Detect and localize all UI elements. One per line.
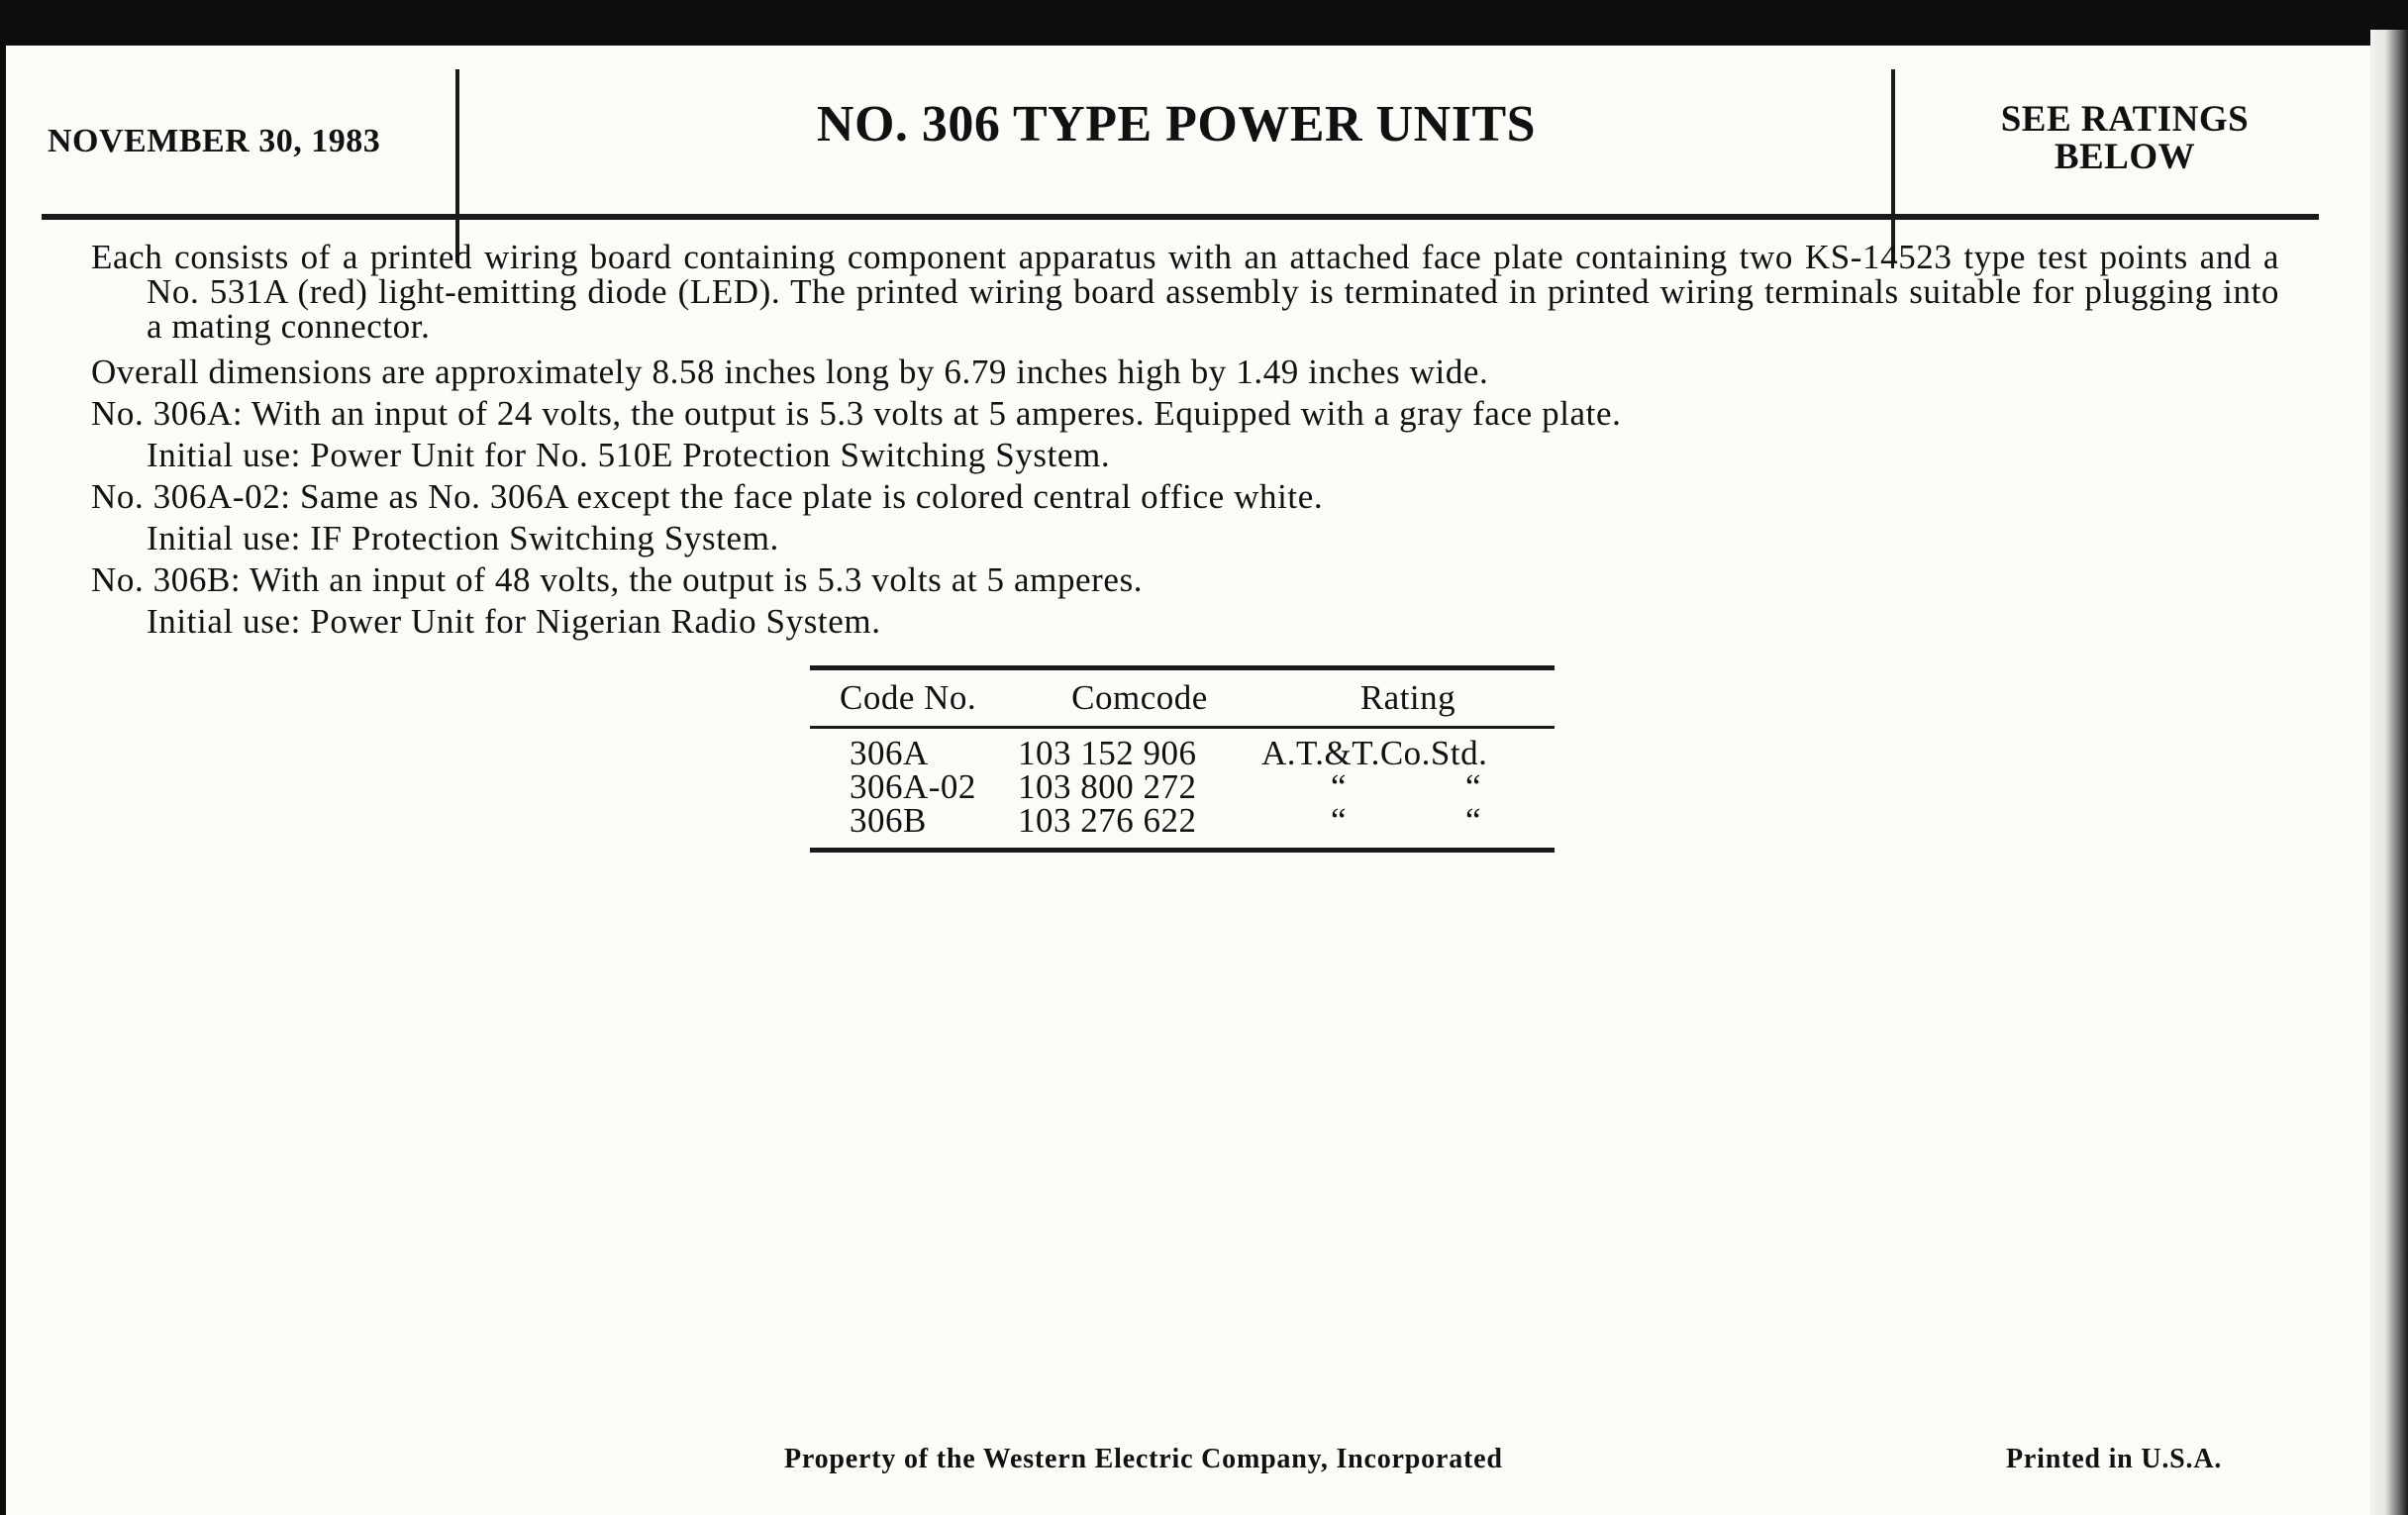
cell-comcode: 103 276 622	[1018, 801, 1197, 840]
cell-rating	[1261, 767, 1555, 806]
ditto-mark: “	[1464, 801, 1481, 840]
use-306a-02: Initial use: IF Protection Switching System.	[147, 519, 779, 557]
use-306b: Initial use: Power Unit for Nigerian Radio System.	[147, 602, 881, 641]
ditto-mark: “	[1464, 767, 1481, 806]
ditto-mark: “	[1331, 801, 1348, 840]
table-header-row	[810, 670, 1555, 726]
ratings-table	[810, 665, 1555, 853]
description-paragraph: Each consists of a printed wiring board containing component apparatus with an attached face plate containing two KS-14523 type test points and a No. 531A (red) light-emitting diode (LED). The printed wiring board assembly is terminated in printed wiring terminals suitable for plugging into a mating connector.	[91, 238, 2279, 346]
item-306b: No. 306B: With an input of 48 volts, the output is 5.3 volts at 5 amperes.	[91, 560, 1144, 599]
cell-code: 306A	[850, 734, 929, 772]
cell-code: 306B	[850, 801, 927, 840]
header-comcode: Comcode	[1071, 678, 1208, 717]
footer-property: Property of the Western Electric Company, Incorporated	[784, 1444, 1503, 1474]
ratings-note-line2: BELOW	[2054, 137, 2196, 177]
ratings-note-line1: SEE RATINGS	[2000, 99, 2250, 140]
table-row	[810, 767, 1555, 806]
cell-rating	[1261, 801, 1555, 840]
header-divider-left	[455, 69, 459, 263]
footer-printed: Printed in U.S.A.	[2006, 1444, 2223, 1474]
cell-comcode: 103 800 272	[1018, 767, 1197, 806]
header-divider-right	[1891, 69, 1895, 263]
table-row	[810, 734, 1555, 772]
header-rating: Rating	[1359, 678, 1456, 717]
header-rule	[42, 214, 2319, 220]
cell-code: 306A-02	[850, 767, 976, 806]
dimensions-line: Overall dimensions are approximately 8.58 inches long by 6.79 inches high by 1.49 inches wide.	[91, 353, 1489, 391]
table-row	[810, 801, 1555, 840]
scan-edge-shadow	[2370, 30, 2408, 1515]
page-title: NO. 306 TYPE POWER UNITS	[816, 96, 1537, 152]
table-bottom-rule	[810, 848, 1555, 853]
item-306a: No. 306A: With an input of 24 volts, the output is 5.3 volts at 5 amperes. Equipped with a gray face plate.	[91, 394, 1622, 433]
item-306a-02: No. 306A-02: Same as No. 306A except the face plate is colored central office white.	[91, 477, 1324, 516]
table-body	[810, 729, 1555, 838]
issue-date: NOVEMBER 30, 1983	[48, 123, 381, 159]
description-body	[91, 240, 2279, 643]
use-306a: Initial use: Power Unit for No. 510E Protection Switching System.	[147, 436, 1111, 474]
header-code-no: Code No.	[840, 678, 977, 717]
document-page	[6, 46, 2370, 1515]
cell-comcode: 103 152 906	[1018, 734, 1197, 772]
cell-rating: A.T.&T.Co.Std.	[1261, 734, 1488, 772]
ditto-mark: “	[1331, 767, 1348, 806]
ratings-note	[1897, 101, 2353, 176]
